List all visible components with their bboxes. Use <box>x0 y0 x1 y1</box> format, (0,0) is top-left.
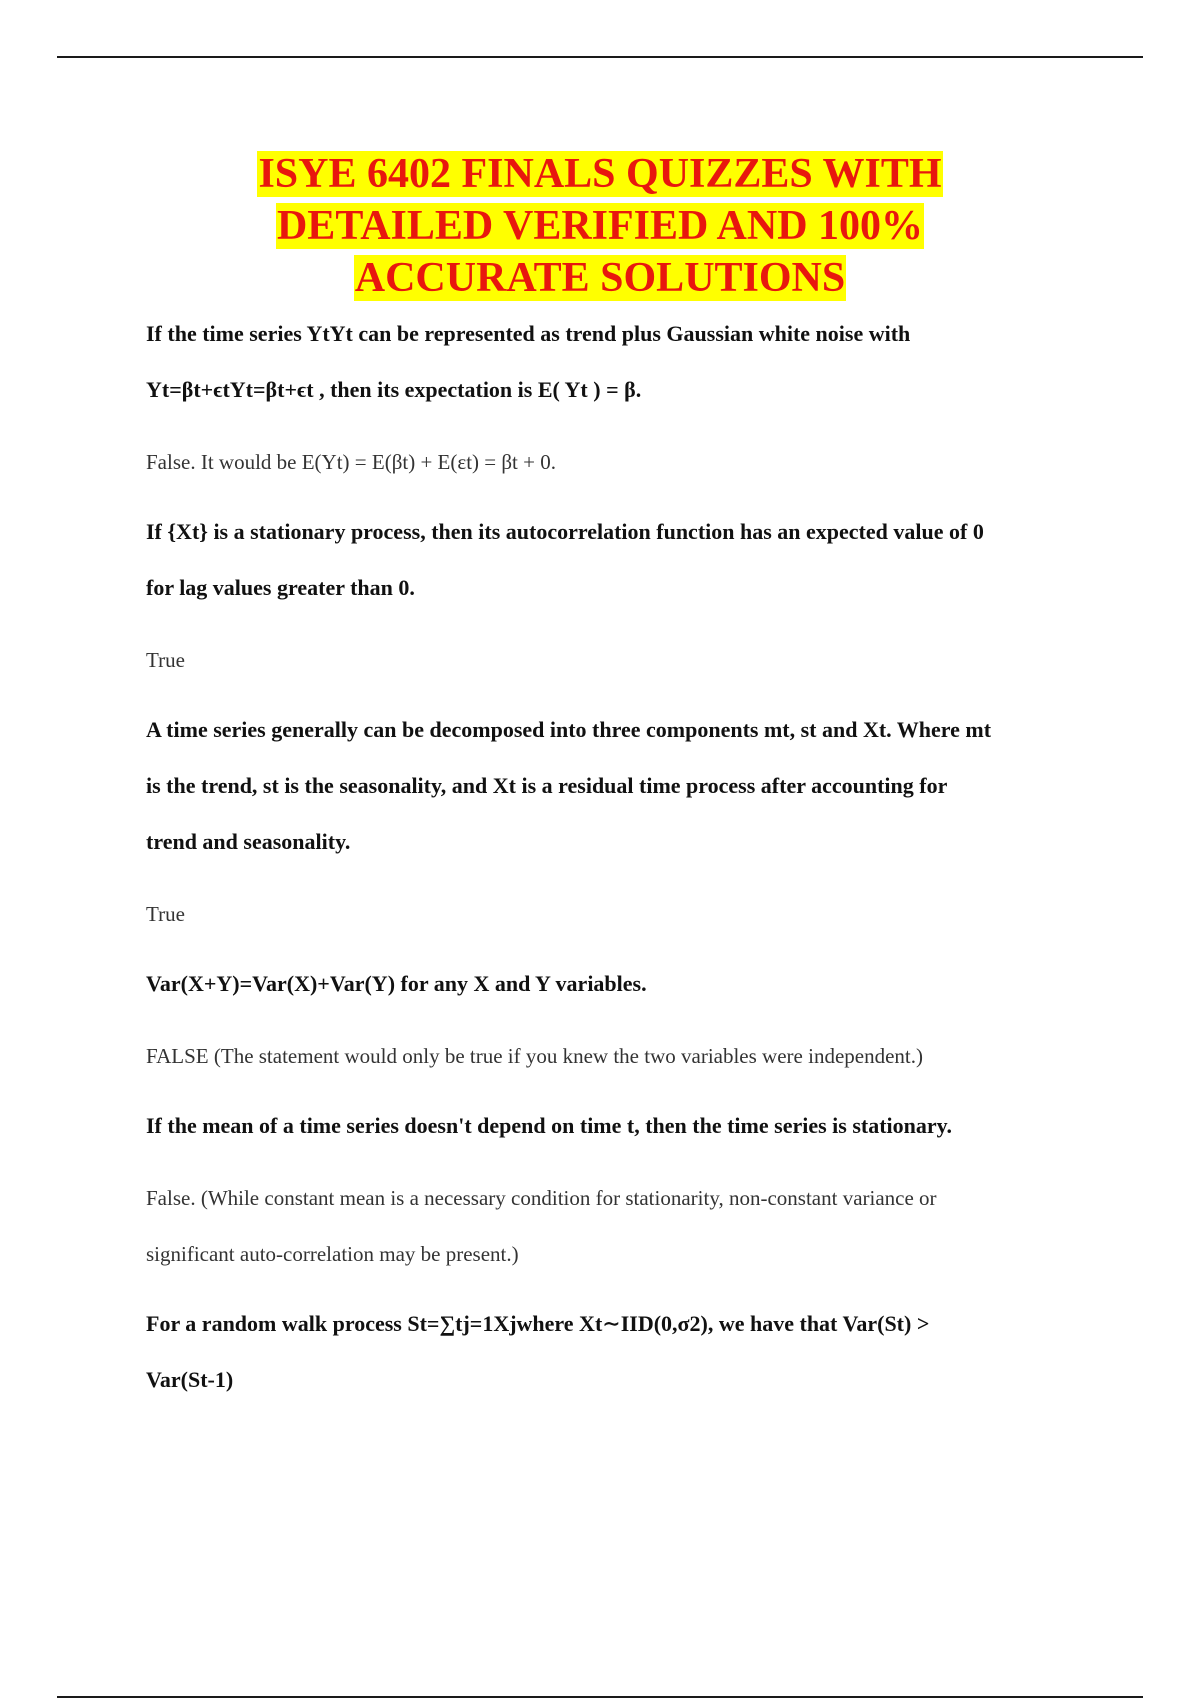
qa-item <box>146 956 1086 1098</box>
qa-item <box>146 1296 1086 1408</box>
answer-line: True <box>146 648 185 672</box>
header-rule <box>57 56 1143 58</box>
qa-item <box>146 504 1086 702</box>
question-line: Yt=βt+ϵtYt=βt+ϵt , then its expectation is E( Yt ) = β. <box>146 377 642 402</box>
question-line: trend and seasonality. <box>146 829 351 854</box>
question-line: Var(X+Y)=Var(X)+Var(Y) for any X and Y variables. <box>146 971 647 996</box>
footer-rule <box>57 1696 1143 1698</box>
question-line: for lag values greater than 0. <box>146 575 415 600</box>
answer-line: significant auto-correlation may be present.) <box>146 1242 519 1266</box>
qa-item <box>146 1098 1086 1296</box>
answer-line: False. (While constant mean is a necessary condition for stationarity, non-constant variance or <box>146 1186 937 1210</box>
qa-item <box>146 306 1086 504</box>
title-line: ACCURATE SOLUTIONS <box>354 255 846 301</box>
document-title <box>0 148 1200 304</box>
question-line: If the mean of a time series doesn't depend on time t, then the time series is stationary. <box>146 1113 952 1138</box>
title-line: ISYE 6402 FINALS QUIZZES WITH <box>258 151 942 197</box>
question-line: is the trend, st is the seasonality, and Xt is a residual time process after accounting for <box>146 773 948 798</box>
answer-line: True <box>146 902 185 926</box>
qa-item <box>146 702 1086 956</box>
answer-line: FALSE (The statement would only be true if you knew the two variables were independent.) <box>146 1044 923 1068</box>
question-line: Var(St-1) <box>146 1367 234 1392</box>
answer-line: False. It would be E(Yt) = E(βt) + E(εt) = βt + 0. <box>146 450 556 474</box>
question-line: A time series generally can be decomposed into three components mt, st and Xt. Where mt <box>146 717 992 742</box>
question-line: For a random walk process St=∑tj=1Xjwhere Xt∼IID(0,σ2), we have that Var(St) > <box>146 1311 930 1336</box>
question-line: If {Xt} is a stationary process, then its autocorrelation function has an expected value of 0 <box>146 519 984 544</box>
title-line: DETAILED VERIFIED AND 100% <box>276 203 924 249</box>
qa-list <box>146 306 1086 1408</box>
question-line: If the time series YtYt can be represented as trend plus Gaussian white noise with <box>146 321 911 346</box>
